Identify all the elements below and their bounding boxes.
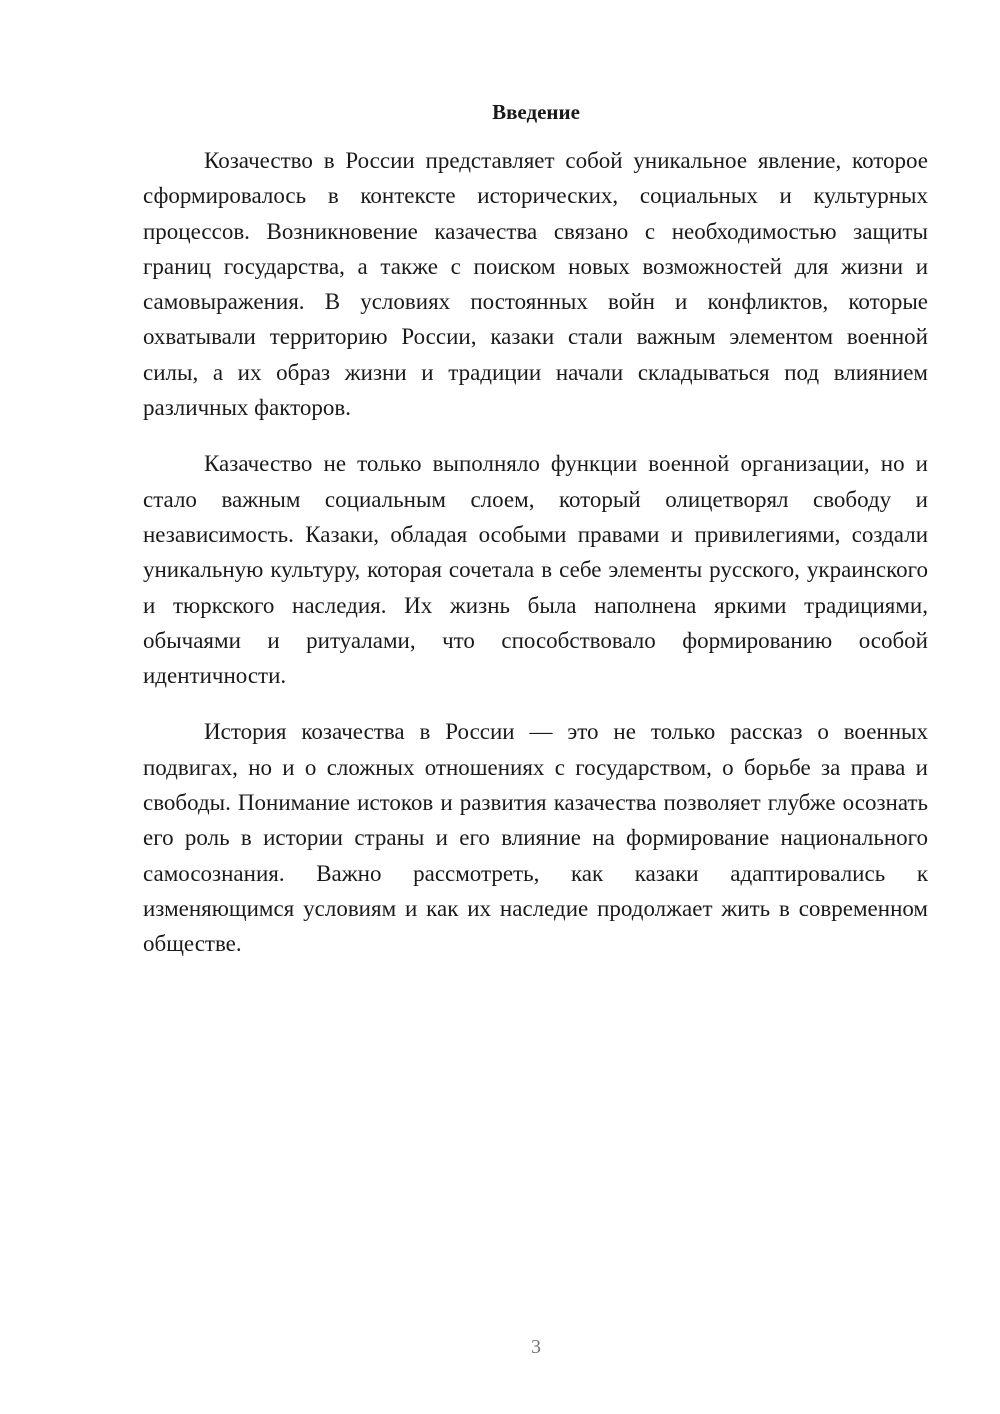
page-title: Введение xyxy=(492,100,580,124)
paragraph: История козачества в России — это не только рассказ о военных подвигах, но и о сложных отношениях с государством, о борьбе за права и свободы. Понимание истоков и развития казачества позволяет глубже осознать его роль в истории страны и его влияние на формирование национального самосознания. Важно рассмотреть, как казаки адаптировались к изменяющимся условиям и как их наследие продолжает жить в современном обществе. xyxy=(143,719,928,957)
paragraph: Казачество не только выполняло функции военной организации, но и стало важным социальным слоем, который олицетворял свободу и независимость. Казаки, обладая особыми правами и привилегиями, создали уникальную культуру, которая сочетала в себе элементы русского, украинского и тюркского наследия. Их жизнь была наполнена яркими традициями, обычаями и ритуалами, что способствовало формированию особой идентичности. xyxy=(143,451,928,689)
body-text xyxy=(143,143,928,983)
page-number: 3 xyxy=(531,1336,541,1358)
paragraph: Козачество в России представляет собой уникальное явление, которое сформировалось в контексте исторических, социальных и культурных процессов. Возникновение казачества связано с необходимостью защиты границ государства, а также с поиском новых возможностей для жизни и самовыражения. В условиях постоянных войн и конфликтов, которые охватывали территорию России, казаки стали важным элементом военной силы, а их образ жизни и традиции начали складываться под влиянием различных факторов. xyxy=(143,148,928,421)
